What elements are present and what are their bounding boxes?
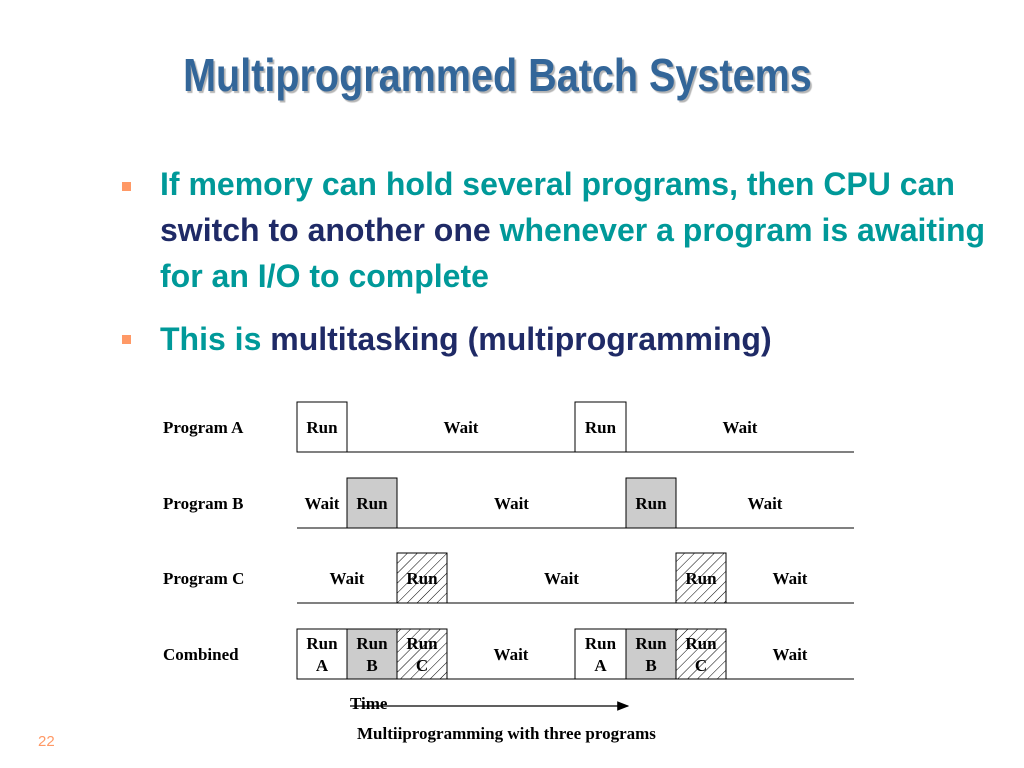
- timeline-row-3: [163, 553, 854, 603]
- cell-text: Wait: [747, 494, 783, 513]
- timeline-row-4: [163, 629, 854, 679]
- cell-text: A: [315, 656, 329, 675]
- cell-text: Wait: [493, 645, 529, 664]
- timeline-row-2: [163, 478, 854, 528]
- cell-text: A: [594, 656, 607, 675]
- cell-text: C: [694, 656, 708, 675]
- cell-text: Run: [584, 418, 617, 437]
- cell-text: Wait: [772, 645, 808, 664]
- cell-text: Wait: [443, 418, 479, 437]
- row-label: Combined: [163, 645, 239, 664]
- cell-text: Run: [584, 634, 617, 653]
- cell-text: Run: [356, 634, 388, 653]
- cell-text: Wait: [494, 494, 529, 513]
- slide-title: Multiprogrammed Batch Systems: [183, 49, 812, 101]
- cell-text: Run: [406, 569, 438, 588]
- cell-text: B: [645, 656, 657, 675]
- cell-text: C: [415, 656, 429, 675]
- timeline-row-1: [163, 402, 854, 452]
- bullet-text-2-part1: This is: [160, 321, 271, 357]
- row-label: Program C: [163, 569, 245, 588]
- row-label: Program B: [163, 494, 244, 513]
- time-label: Time: [350, 694, 388, 713]
- cell-text: Wait: [304, 494, 340, 513]
- row-label: Program A: [163, 418, 244, 437]
- bullet-text-2-highlight: multitasking (multiprogramming): [270, 321, 772, 357]
- cell-text: Run: [406, 634, 438, 653]
- cell-text: Run: [635, 634, 667, 653]
- page-number: 22: [38, 733, 55, 750]
- cell-text: Wait: [722, 418, 758, 437]
- bullet-text-1-highlight: switch to another one: [160, 212, 491, 248]
- cell-text: Run: [685, 634, 717, 653]
- diagram-caption: Multiiprogramming with three programs: [357, 724, 656, 743]
- cell-text: Run: [306, 418, 338, 437]
- bullet-text-1-part1: If memory can hold several programs, then CPU can: [160, 166, 955, 202]
- cell-text: Run: [685, 569, 717, 588]
- cell-text: B: [366, 656, 378, 675]
- cell-text: Run: [356, 494, 388, 513]
- cell-text: Run: [306, 634, 338, 653]
- bullet-text-1-part2: whenever a program is awaiting for an I/O to complete: [160, 212, 986, 294]
- cell-text: Run: [635, 494, 667, 513]
- cell-text: Wait: [329, 569, 365, 588]
- cell-text: Wait: [772, 569, 808, 588]
- cell-text: Wait: [544, 569, 579, 588]
